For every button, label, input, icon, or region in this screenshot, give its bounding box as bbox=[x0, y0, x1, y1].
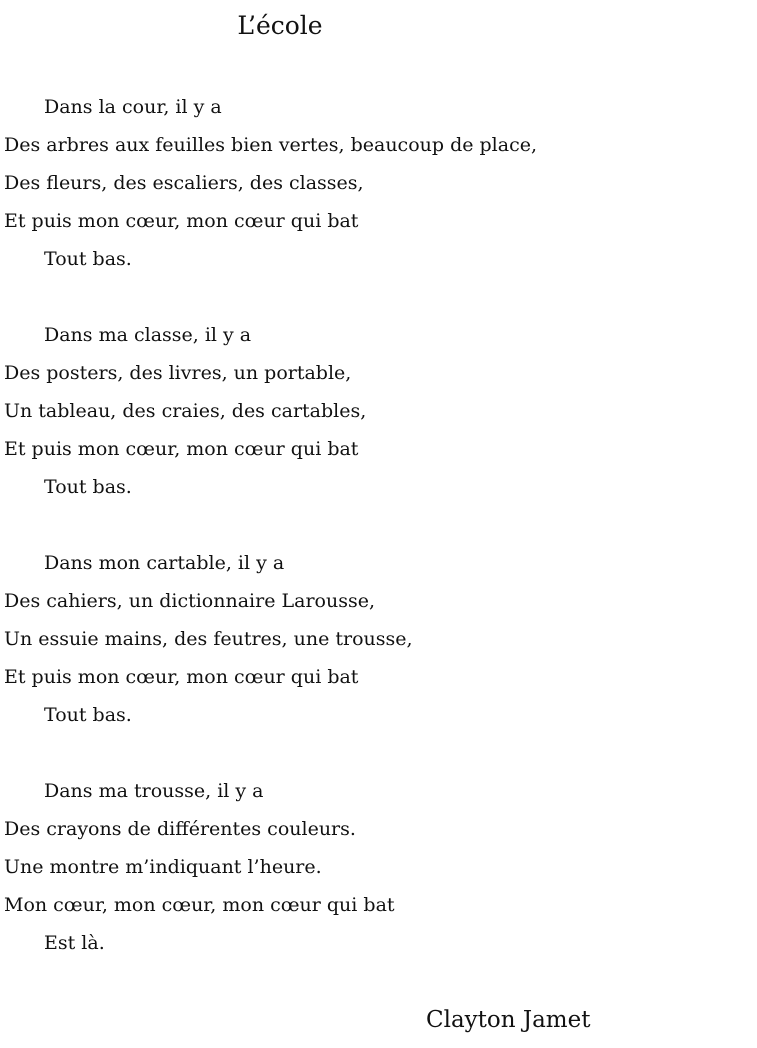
poem-line: Tout bas. bbox=[44, 248, 132, 270]
poem-line: Est là. bbox=[44, 932, 105, 954]
stanza-3 bbox=[4, 544, 744, 734]
poem-line: Tout bas. bbox=[44, 704, 132, 726]
poem-line: Des posters, des livres, un portable, bbox=[4, 362, 352, 384]
poem-line: Une montre m’indiquant l’heure. bbox=[4, 856, 322, 878]
poem-line: Des fleurs, des escaliers, des classes, bbox=[4, 172, 364, 194]
poem-line: Dans la cour, il y a bbox=[44, 96, 222, 118]
poem-line: Un tableau, des craies, des cartables, bbox=[4, 400, 367, 422]
stanza-1 bbox=[4, 88, 744, 278]
poem-line: Et puis mon cœur, mon cœur qui bat bbox=[4, 438, 359, 460]
poem-line: Mon cœur, mon cœur, mon cœur qui bat bbox=[4, 894, 395, 916]
poem-title: L’école bbox=[237, 11, 323, 40]
poem-line: Des crayons de différentes couleurs. bbox=[4, 818, 356, 840]
poem-line: Un essuie mains, des feutres, une trousse, bbox=[4, 628, 413, 650]
stanza-4 bbox=[4, 772, 744, 962]
poem-line: Et puis mon cœur, mon cœur qui bat bbox=[4, 210, 359, 232]
stanza-2 bbox=[4, 316, 744, 506]
poem-line: Tout bas. bbox=[44, 476, 132, 498]
poem-line: Et puis mon cœur, mon cœur qui bat bbox=[4, 666, 359, 688]
poem-line: Dans ma classe, il y a bbox=[44, 324, 252, 346]
poem-line: Des arbres aux feuilles bien vertes, beaucoup de place, bbox=[4, 134, 538, 156]
poem-line: Dans ma trousse, il y a bbox=[44, 780, 264, 802]
author-signature: Clayton Jamet bbox=[426, 1007, 591, 1033]
poem-line: Dans mon cartable, il y a bbox=[44, 552, 285, 574]
poem-line: Des cahiers, un dictionnaire Larousse, bbox=[4, 590, 375, 612]
